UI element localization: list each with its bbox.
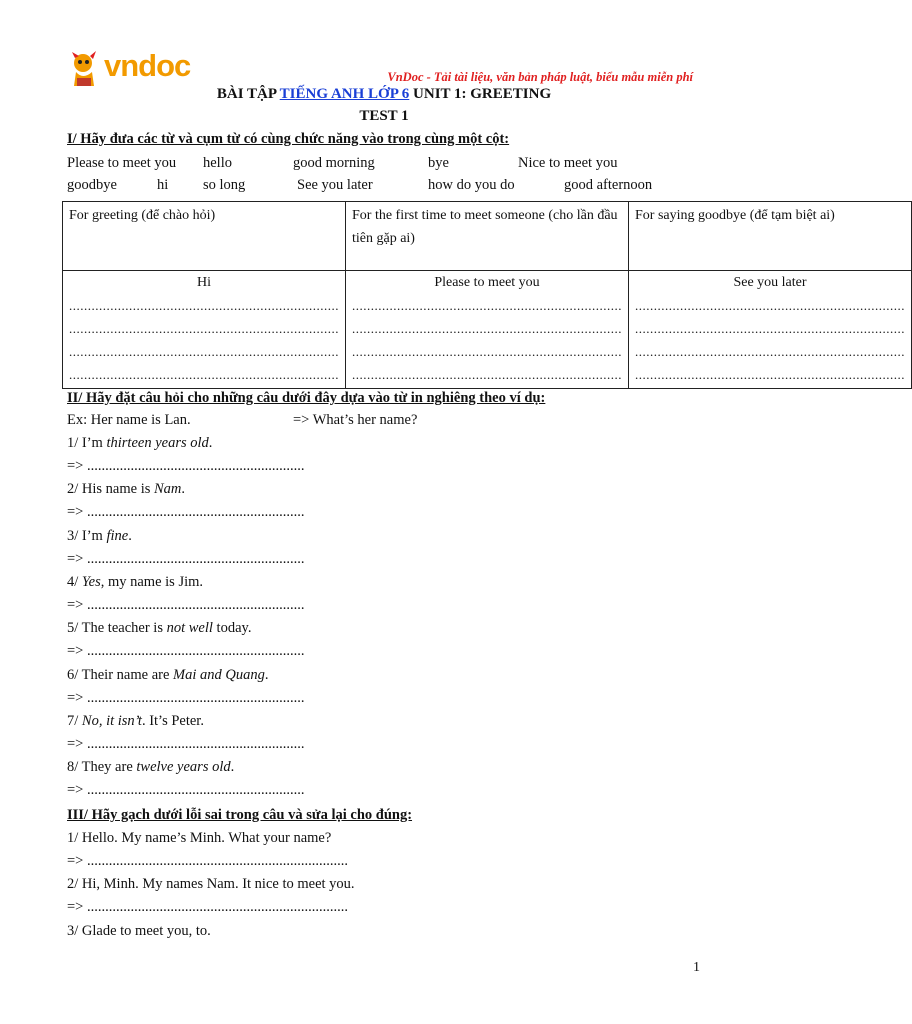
word-item: Please to meet you xyxy=(67,155,177,171)
table-cell[interactable] xyxy=(346,271,629,389)
question-sentence: 6/ Their name are Mai and Quang. xyxy=(67,666,269,683)
word-item: Nice to meet you xyxy=(518,155,618,171)
word-item: good afternoon xyxy=(564,177,653,193)
blank-line: ........................................................................ xyxy=(352,321,622,336)
answer-line[interactable]: => ............................................................ xyxy=(67,689,305,706)
question-sentence: 3/ I’m fine. xyxy=(67,527,132,544)
answer-line[interactable]: => ............................................................ xyxy=(67,643,305,660)
section-2-heading: II/ Hãy đặt câu hỏi cho những câu dưới đây dựa vào từ in nghiêng theo ví dụ: xyxy=(67,390,546,406)
answer-line[interactable]: => ........................................................................ xyxy=(67,899,348,916)
blank-line: ........................................................................ xyxy=(635,367,905,382)
blank-line: ........................................................................ xyxy=(635,298,905,313)
section-3-heading: III/ Hãy gạch dưới lỗi sai trong câu và sửa lại cho đúng: xyxy=(67,807,413,823)
blank-line: ........................................................................ xyxy=(69,367,339,382)
section-1-heading: I/ Hãy đưa các từ và cụm từ có cùng chức năng vào trong cùng một cột: xyxy=(67,131,510,147)
error-sentence: 3/ Glade to meet you, to. xyxy=(67,922,211,939)
question-sentence: 1/ I’m thirteen years old. xyxy=(67,435,213,451)
column-header: For greeting (để chào hỏi) xyxy=(63,202,346,271)
word-item: hi xyxy=(157,177,169,193)
title-link[interactable]: TIẾNG ANH LỚP 6 xyxy=(279,86,410,102)
answer-line[interactable]: => ............................................................ xyxy=(67,504,305,521)
word-item: See you later xyxy=(297,177,373,193)
word-item: goodbye xyxy=(67,177,117,193)
word-item: good morning xyxy=(293,155,375,171)
mascot-icon xyxy=(66,50,102,90)
answer-line[interactable]: => ............................................................ xyxy=(67,782,305,799)
blank-line: ........................................................................ xyxy=(352,298,622,313)
table-cell[interactable] xyxy=(63,271,346,389)
blank-line: ........................................................................ xyxy=(635,321,905,336)
blank-line: ........................................................................ xyxy=(69,321,339,336)
answer-line[interactable]: => ........................................................................ xyxy=(67,853,348,869)
cell-example: Hi xyxy=(197,275,211,290)
answer-line[interactable]: => ............................................................ xyxy=(67,458,305,474)
blank-line: ........................................................................ xyxy=(352,344,622,359)
table-cell[interactable] xyxy=(629,271,912,389)
example-answer: => What’s her name? xyxy=(293,412,418,428)
blank-line: ........................................................................ xyxy=(69,298,339,313)
column-header: For saying goodbye (để tạm biệt ai) xyxy=(629,202,912,271)
question-sentence: 5/ The teacher is not well today. xyxy=(67,620,252,637)
word-item: hello xyxy=(203,155,232,171)
word-item: so long xyxy=(203,177,246,193)
page-subtitle: TEST 1 xyxy=(359,108,409,124)
blank-line: ........................................................................ xyxy=(352,367,622,382)
vndoc-logo xyxy=(66,48,216,90)
example-sentence: Ex: Her name is Lan. xyxy=(67,412,191,428)
page-title: BÀI TẬP TIẾNG ANH LỚP 6 UNIT 1: GREETING xyxy=(216,86,552,102)
classification-table xyxy=(62,201,912,389)
blank-line: ........................................................................ xyxy=(69,344,339,359)
column-header: For the first time to meet someone (cho lần đầu tiên gặp ai) xyxy=(346,202,629,271)
answer-line[interactable]: => ............................................................ xyxy=(67,550,305,567)
cell-example: Please to meet you xyxy=(434,275,540,290)
cell-example: See you later xyxy=(733,275,807,290)
blank-line: ........................................................................ xyxy=(635,344,905,359)
answer-line[interactable]: => ............................................................ xyxy=(67,596,305,613)
word-item: how do you do xyxy=(428,177,515,193)
error-sentence: 2/ Hi, Minh. My names Nam. It nice to meet you. xyxy=(67,876,355,893)
question-sentence: 8/ They are twelve years old. xyxy=(67,759,235,776)
site-tagline: VnDoc - Tải tài liệu, văn bản pháp luật, biểu mẫu miễn phí xyxy=(387,70,693,84)
answer-line[interactable]: => ............................................................ xyxy=(67,735,305,752)
error-sentence: 1/ Hello. My name’s Minh. What your name? xyxy=(67,830,332,846)
question-sentence: 7/ No, it isn’t. It’s Peter. xyxy=(67,712,204,729)
logo-wordmark: vndoc xyxy=(104,48,191,83)
question-sentence: 4/ Yes, my name is Jim. xyxy=(67,573,204,590)
question-sentence: 2/ His name is Nam. xyxy=(67,481,186,498)
page-number: 1 xyxy=(693,960,700,975)
word-item: bye xyxy=(428,155,449,171)
